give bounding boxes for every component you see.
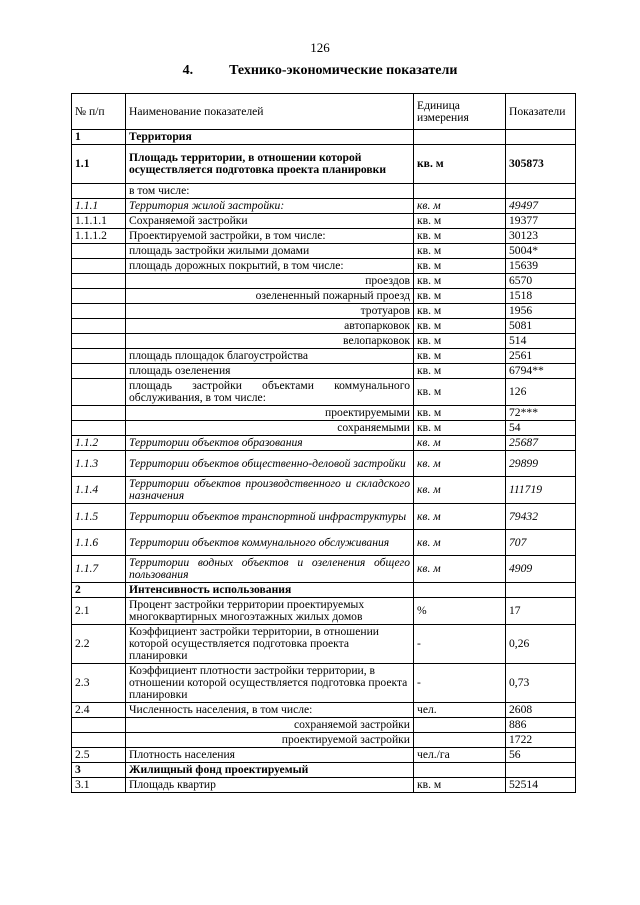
row-unit: кв. м bbox=[414, 451, 506, 477]
row-value: 2608 bbox=[506, 703, 576, 718]
row-name: площадь застройки жилыми домами bbox=[126, 244, 414, 259]
row-number bbox=[72, 304, 126, 319]
row-unit: кв. м bbox=[414, 289, 506, 304]
table-row bbox=[72, 274, 576, 289]
table-row bbox=[72, 184, 576, 199]
row-name: автопарковок bbox=[126, 319, 414, 334]
row-name: Коэффициент застройки территории, в отношении которой осуществляется подготовка проекта планировки bbox=[126, 625, 414, 664]
row-name: Численность населения, в том числе: bbox=[126, 703, 414, 718]
row-name: площадь дорожных покрытий, в том числе: bbox=[126, 259, 414, 274]
row-unit: кв. м bbox=[414, 319, 506, 334]
row-number bbox=[72, 349, 126, 364]
row-name: Площадь территории, в отношении которой осуществляется подготовка проекта планировки bbox=[126, 145, 414, 184]
row-value: 72*** bbox=[506, 406, 576, 421]
row-value: 49497 bbox=[506, 199, 576, 214]
row-unit: кв. м bbox=[414, 379, 506, 406]
row-name: проездов bbox=[126, 274, 414, 289]
row-name: в том числе: bbox=[126, 184, 414, 199]
row-number: 1.1.1.1 bbox=[72, 214, 126, 229]
row-name: площадь застройки объектами коммунального обслуживания, в том числе: bbox=[126, 379, 414, 406]
table-row bbox=[72, 530, 576, 556]
row-value: 1518 bbox=[506, 289, 576, 304]
row-value: 54 bbox=[506, 421, 576, 436]
table-row bbox=[72, 583, 576, 598]
row-value bbox=[506, 184, 576, 199]
row-value: 5004* bbox=[506, 244, 576, 259]
table-row bbox=[72, 379, 576, 406]
row-unit bbox=[414, 763, 506, 778]
row-unit: кв. м bbox=[414, 259, 506, 274]
row-value: 1722 bbox=[506, 733, 576, 748]
row-unit bbox=[414, 184, 506, 199]
row-unit: кв. м bbox=[414, 349, 506, 364]
section-title: Технико-экономические показатели bbox=[229, 63, 458, 78]
row-value: 514 bbox=[506, 334, 576, 349]
row-name: Сохраняемой застройки bbox=[126, 214, 414, 229]
row-number bbox=[72, 421, 126, 436]
row-number: 1 bbox=[72, 130, 126, 145]
table-row bbox=[72, 778, 576, 793]
row-number bbox=[72, 379, 126, 406]
row-value: 126 bbox=[506, 379, 576, 406]
row-value: 707 bbox=[506, 530, 576, 556]
row-value: 29899 bbox=[506, 451, 576, 477]
table-header-row bbox=[72, 94, 576, 130]
row-unit: кв. м bbox=[414, 421, 506, 436]
row-number bbox=[72, 319, 126, 334]
row-name: Территории объектов общественно-деловой застройки bbox=[126, 451, 414, 477]
row-value: 4909 bbox=[506, 556, 576, 583]
row-number bbox=[72, 289, 126, 304]
row-name: сохраняемой застройки bbox=[126, 718, 414, 733]
row-unit: кв. м bbox=[414, 556, 506, 583]
row-value: 2561 bbox=[506, 349, 576, 364]
row-unit: % bbox=[414, 598, 506, 625]
row-value: 305873 bbox=[506, 145, 576, 184]
row-value: 25687 bbox=[506, 436, 576, 451]
row-number: 1.1.6 bbox=[72, 530, 126, 556]
table-row bbox=[72, 304, 576, 319]
row-value: 56 bbox=[506, 748, 576, 763]
table-row bbox=[72, 259, 576, 274]
table-row bbox=[72, 406, 576, 421]
row-unit: кв. м bbox=[414, 406, 506, 421]
row-name: озелененный пожарный проезд bbox=[126, 289, 414, 304]
table-row bbox=[72, 229, 576, 244]
table-row bbox=[72, 349, 576, 364]
indicators-table bbox=[71, 93, 576, 793]
row-number: 2.4 bbox=[72, 703, 126, 718]
row-number: 2.1 bbox=[72, 598, 126, 625]
row-unit: кв. м bbox=[414, 778, 506, 793]
table-row bbox=[72, 145, 576, 184]
table-row bbox=[72, 421, 576, 436]
table-row bbox=[72, 199, 576, 214]
table-row bbox=[72, 598, 576, 625]
row-number: 1.1.3 bbox=[72, 451, 126, 477]
header-number: № п/п bbox=[72, 94, 126, 130]
row-value: 5081 bbox=[506, 319, 576, 334]
row-name: проектируемыми bbox=[126, 406, 414, 421]
row-number bbox=[72, 718, 126, 733]
table-row bbox=[72, 703, 576, 718]
table-row bbox=[72, 289, 576, 304]
row-unit: кв. м bbox=[414, 436, 506, 451]
row-unit bbox=[414, 130, 506, 145]
row-unit: - bbox=[414, 664, 506, 703]
row-unit: кв. м bbox=[414, 244, 506, 259]
row-name: Коэффициент плотности застройки территории, в отношении которой осуществляется подготовка проекта планировки bbox=[126, 664, 414, 703]
row-unit: кв. м bbox=[414, 274, 506, 289]
table-row bbox=[72, 556, 576, 583]
header-name: Наименование показателей bbox=[126, 94, 414, 130]
row-value: 52514 bbox=[506, 778, 576, 793]
row-name: Проектируемой застройки, в том числе: bbox=[126, 229, 414, 244]
table-row bbox=[72, 436, 576, 451]
table-row bbox=[72, 763, 576, 778]
row-value bbox=[506, 130, 576, 145]
row-unit: чел. bbox=[414, 703, 506, 718]
row-unit bbox=[414, 733, 506, 748]
row-unit: кв. м bbox=[414, 214, 506, 229]
table-row bbox=[72, 451, 576, 477]
row-number: 1.1.7 bbox=[72, 556, 126, 583]
row-unit: кв. м bbox=[414, 145, 506, 184]
row-value: 15639 bbox=[506, 259, 576, 274]
table-row bbox=[72, 214, 576, 229]
row-name: Территории объектов коммунального обслуживания bbox=[126, 530, 414, 556]
page-number: 126 bbox=[310, 40, 330, 55]
row-name: площадь озеленения bbox=[126, 364, 414, 379]
row-name: Плотность населения bbox=[126, 748, 414, 763]
row-value: 0,73 bbox=[506, 664, 576, 703]
table-row bbox=[72, 477, 576, 504]
row-number bbox=[72, 733, 126, 748]
section-number: 4. bbox=[182, 63, 194, 78]
table-row bbox=[72, 244, 576, 259]
header-unit: Единица измерения bbox=[414, 94, 506, 130]
row-name: сохраняемыми bbox=[126, 421, 414, 436]
row-number: 3.1 bbox=[72, 778, 126, 793]
table-row bbox=[72, 130, 576, 145]
row-value bbox=[506, 583, 576, 598]
row-number: 3 bbox=[72, 763, 126, 778]
row-name: проектируемой застройки bbox=[126, 733, 414, 748]
row-unit: кв. м bbox=[414, 229, 506, 244]
row-number: 1.1.2 bbox=[72, 436, 126, 451]
row-number: 2.5 bbox=[72, 748, 126, 763]
row-name: площадь площадок благоустройства bbox=[126, 349, 414, 364]
row-unit: кв. м bbox=[414, 334, 506, 349]
row-number bbox=[72, 259, 126, 274]
row-name: Жилищный фонд проектируемый bbox=[126, 763, 414, 778]
row-unit: кв. м bbox=[414, 199, 506, 214]
row-number: 1.1.1.2 bbox=[72, 229, 126, 244]
row-name: Территория жилой застройки: bbox=[126, 199, 414, 214]
row-number bbox=[72, 406, 126, 421]
row-name: Процент застройки территории проектируемых многоквартирных многоэтажных жилых домов bbox=[126, 598, 414, 625]
row-value: 19377 bbox=[506, 214, 576, 229]
row-number: 2 bbox=[72, 583, 126, 598]
row-name: Площадь квартир bbox=[126, 778, 414, 793]
row-name: Территории объектов транспортной инфраструктуры bbox=[126, 504, 414, 530]
table-row bbox=[72, 625, 576, 664]
table-row bbox=[72, 718, 576, 733]
table-row bbox=[72, 504, 576, 530]
row-unit: - bbox=[414, 625, 506, 664]
row-number: 2.2 bbox=[72, 625, 126, 664]
table-row bbox=[72, 733, 576, 748]
row-number: 1.1 bbox=[72, 145, 126, 184]
row-unit: кв. м bbox=[414, 477, 506, 504]
row-number: 1.1.5 bbox=[72, 504, 126, 530]
table-row bbox=[72, 364, 576, 379]
row-unit: кв. м bbox=[414, 504, 506, 530]
row-value: 6794** bbox=[506, 364, 576, 379]
row-name: Территории объектов образования bbox=[126, 436, 414, 451]
row-value: 17 bbox=[506, 598, 576, 625]
row-number: 1.1.1 bbox=[72, 199, 126, 214]
row-unit bbox=[414, 583, 506, 598]
row-number bbox=[72, 244, 126, 259]
row-number bbox=[72, 364, 126, 379]
row-name: Территория bbox=[126, 130, 414, 145]
row-name: тротуаров bbox=[126, 304, 414, 319]
row-name: велопарковок bbox=[126, 334, 414, 349]
row-number: 2.3 bbox=[72, 664, 126, 703]
row-value: 886 bbox=[506, 718, 576, 733]
row-value: 111719 bbox=[506, 477, 576, 504]
row-value bbox=[506, 763, 576, 778]
row-number bbox=[72, 334, 126, 349]
row-unit: кв. м bbox=[414, 304, 506, 319]
row-name: Интенсивность использования bbox=[126, 583, 414, 598]
row-unit: кв. м bbox=[414, 364, 506, 379]
header-value: Показатели bbox=[506, 94, 576, 130]
row-number bbox=[72, 184, 126, 199]
row-name: Территории водных объектов и озеленения общего пользования bbox=[126, 556, 414, 583]
row-number: 1.1.4 bbox=[72, 477, 126, 504]
table-row bbox=[72, 748, 576, 763]
table-row bbox=[72, 664, 576, 703]
row-name: Территории объектов производственного и складского назначения bbox=[126, 477, 414, 504]
row-unit bbox=[414, 718, 506, 733]
row-unit: кв. м bbox=[414, 530, 506, 556]
row-value: 0,26 bbox=[506, 625, 576, 664]
row-value: 79432 bbox=[506, 504, 576, 530]
table-row bbox=[72, 319, 576, 334]
section-heading bbox=[0, 63, 640, 79]
row-value: 30123 bbox=[506, 229, 576, 244]
row-unit: чел./га bbox=[414, 748, 506, 763]
row-number bbox=[72, 274, 126, 289]
row-value: 6570 bbox=[506, 274, 576, 289]
table-row bbox=[72, 334, 576, 349]
row-value: 1956 bbox=[506, 304, 576, 319]
